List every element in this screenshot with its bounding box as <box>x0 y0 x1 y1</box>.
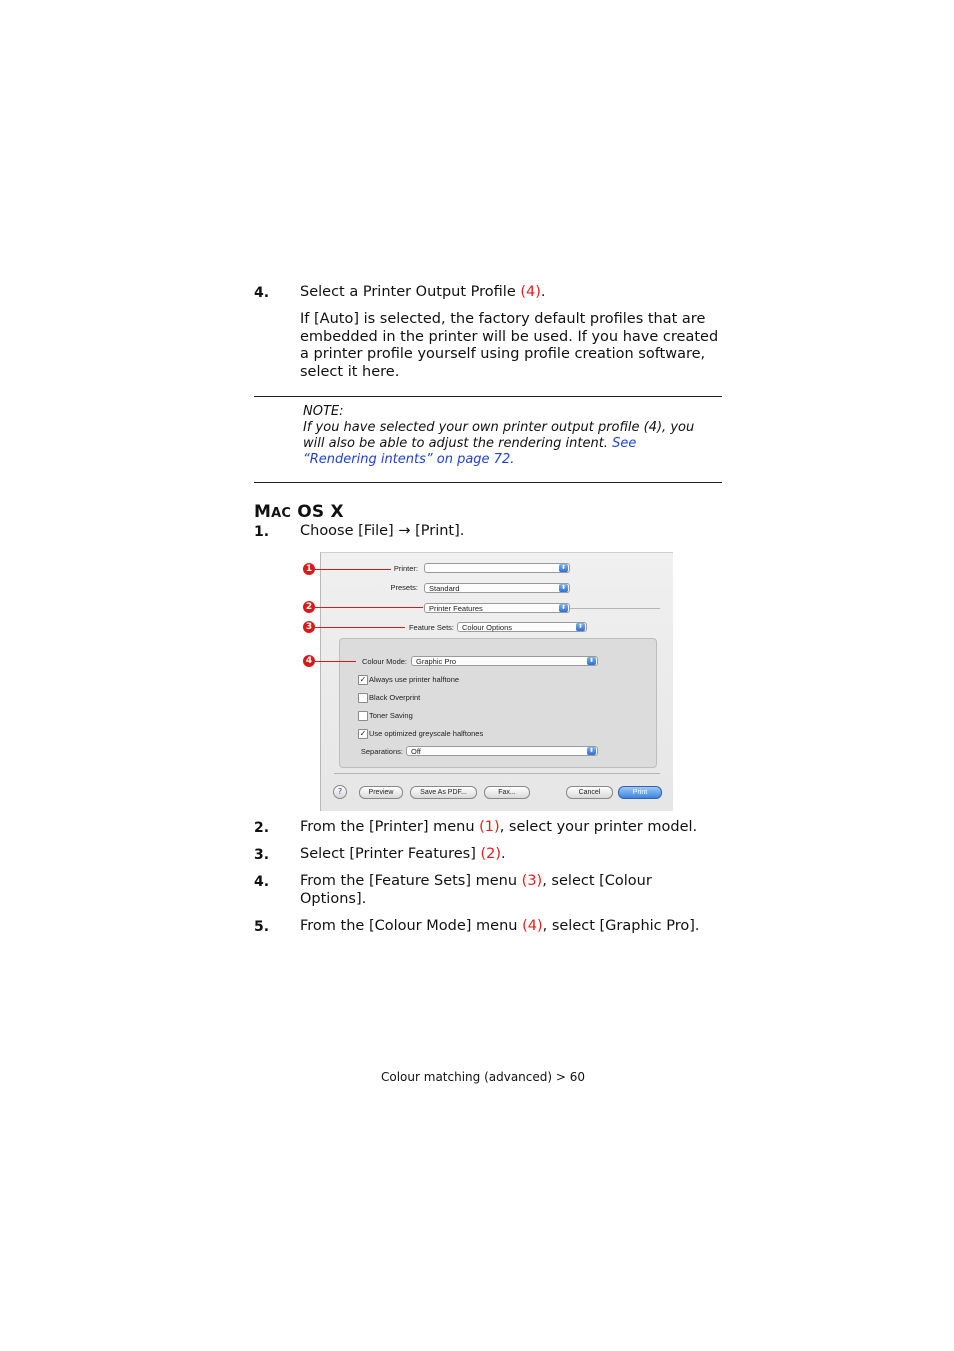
presets-label: Presets: <box>390 583 418 592</box>
step-number: 1. <box>254 524 270 540</box>
note-link[interactable]: “Rendering intents” on page 72. <box>303 452 515 467</box>
step-text <box>300 846 506 864</box>
note-line: If you have selected your own printer output profile (4), you <box>303 420 695 435</box>
fax-button[interactable]: Fax... <box>484 786 530 799</box>
colour-mode-popup[interactable] <box>411 656 598 666</box>
step-number: 4. <box>254 285 270 301</box>
feature-sets-popup[interactable] <box>457 622 587 632</box>
checkbox-label: Use optimized greyscale halftones <box>369 729 484 738</box>
note-text: will also be able to adjust the rendering intent. <box>303 436 613 451</box>
presets-popup[interactable] <box>424 583 570 593</box>
step-text-main: From the [Feature Sets] menu <box>300 873 522 889</box>
feature-sets-label: Feature Sets: <box>408 623 454 632</box>
step-text <box>300 873 652 908</box>
checkbox[interactable]: ✓ <box>359 675 367 684</box>
callout-reference: (4) <box>520 284 541 300</box>
presets-value: Standard <box>429 584 460 593</box>
paragraph-line: embedded in the printer will be used. If you have created <box>300 328 719 345</box>
separations-label: Separations: <box>360 747 403 756</box>
note-label: NOTE: <box>303 404 344 419</box>
step-text-end: , select [Colour <box>542 873 652 889</box>
step-number: 5. <box>254 919 270 935</box>
popup-arrow-icon: ⬍ <box>588 748 595 754</box>
cancel-button[interactable]: Cancel <box>566 786 613 799</box>
heading-small-caps: AC <box>271 506 292 521</box>
save-as-pdf-button[interactable]: Save As PDF... <box>410 786 477 799</box>
paragraph-line: select it here. <box>300 363 400 380</box>
step-number: 3. <box>254 847 270 863</box>
note-link[interactable]: See <box>612 436 637 451</box>
popup-arrow-icon: ⬍ <box>588 658 595 664</box>
step-text <box>300 284 546 302</box>
popup-arrow-icon: ⬍ <box>577 624 584 630</box>
step-text-main: Select [Printer Features] <box>300 846 481 862</box>
printer-label: Printer: <box>393 564 418 573</box>
heading-initial: M <box>254 502 272 522</box>
callout-marker: 3 <box>303 621 315 633</box>
checkbox-label: Toner Saving <box>369 711 413 720</box>
callout-line <box>315 607 423 608</box>
panel-popup[interactable] <box>424 603 570 613</box>
popup-arrow-icon: ⬍ <box>560 565 567 571</box>
step-text <box>300 819 697 837</box>
heading-rest: OS X <box>291 502 344 522</box>
feature-sets-value: Colour Options <box>462 623 513 632</box>
step-number: 4. <box>254 874 270 890</box>
colour-mode-value: Graphic Pro <box>416 657 457 666</box>
step-text <box>300 918 700 936</box>
callout-marker: 2 <box>303 601 315 613</box>
popup-arrow-icon: ⬍ <box>560 605 567 611</box>
note-line <box>303 436 694 452</box>
callout-line <box>315 569 391 570</box>
step-text-continuation: Options]. <box>300 890 367 907</box>
callout-marker: 4 <box>303 655 315 667</box>
preview-button[interactable]: Preview <box>359 786 403 799</box>
checkbox[interactable]: ✓ <box>359 729 367 738</box>
step-text: Choose [File] → [Print]. <box>300 523 465 539</box>
help-icon[interactable]: ? <box>333 785 347 799</box>
step-paragraph <box>300 311 718 381</box>
panel-value: Printer Features <box>429 604 483 613</box>
print-button[interactable]: Print <box>618 786 662 799</box>
step-text-main: From the [Printer] menu <box>300 819 480 835</box>
step-text-end: . <box>501 846 506 862</box>
separations-popup[interactable] <box>406 746 598 756</box>
popup-arrow-icon: ⬍ <box>560 585 567 591</box>
step-text-main: From the [Colour Mode] menu <box>300 918 523 934</box>
checkbox[interactable] <box>358 711 368 721</box>
callout-reference: (4) <box>522 918 543 934</box>
section-heading <box>254 502 344 522</box>
page-footer: Colour matching (advanced) > 60 <box>381 1070 586 1084</box>
callout-reference: (3) <box>521 873 543 889</box>
step-text-end: , select [Graphic Pro]. <box>542 918 700 934</box>
note-box <box>303 404 694 468</box>
callout-reference: (1) <box>479 819 500 835</box>
note-bottom-rule <box>254 482 722 483</box>
colour-mode-label: Colour Mode: <box>361 657 407 666</box>
callout-reference: (2) <box>480 846 502 862</box>
step-text-main: Select a Printer Output Profile <box>300 284 521 300</box>
checkbox-label: Always use printer halftone <box>369 675 460 684</box>
callout-marker: 1 <box>303 563 315 575</box>
checkbox[interactable] <box>358 693 368 703</box>
paragraph-line: a printer profile yourself using profile creation software, <box>300 346 706 362</box>
note-top-rule <box>254 396 722 397</box>
step-text-end: . <box>540 284 546 300</box>
step-number: 2. <box>254 820 270 836</box>
separations-value: Off <box>411 747 421 756</box>
dialog-separator <box>570 608 660 609</box>
checkbox-label: Black Overprint <box>369 693 421 702</box>
step-text-end: , select your printer model. <box>499 819 698 835</box>
callout-line <box>315 627 405 628</box>
paragraph-line: If [Auto] is selected, the factory default profiles that are <box>300 311 706 327</box>
dialog-separator <box>334 773 660 774</box>
printer-popup[interactable] <box>424 563 570 573</box>
callout-line <box>315 661 356 662</box>
